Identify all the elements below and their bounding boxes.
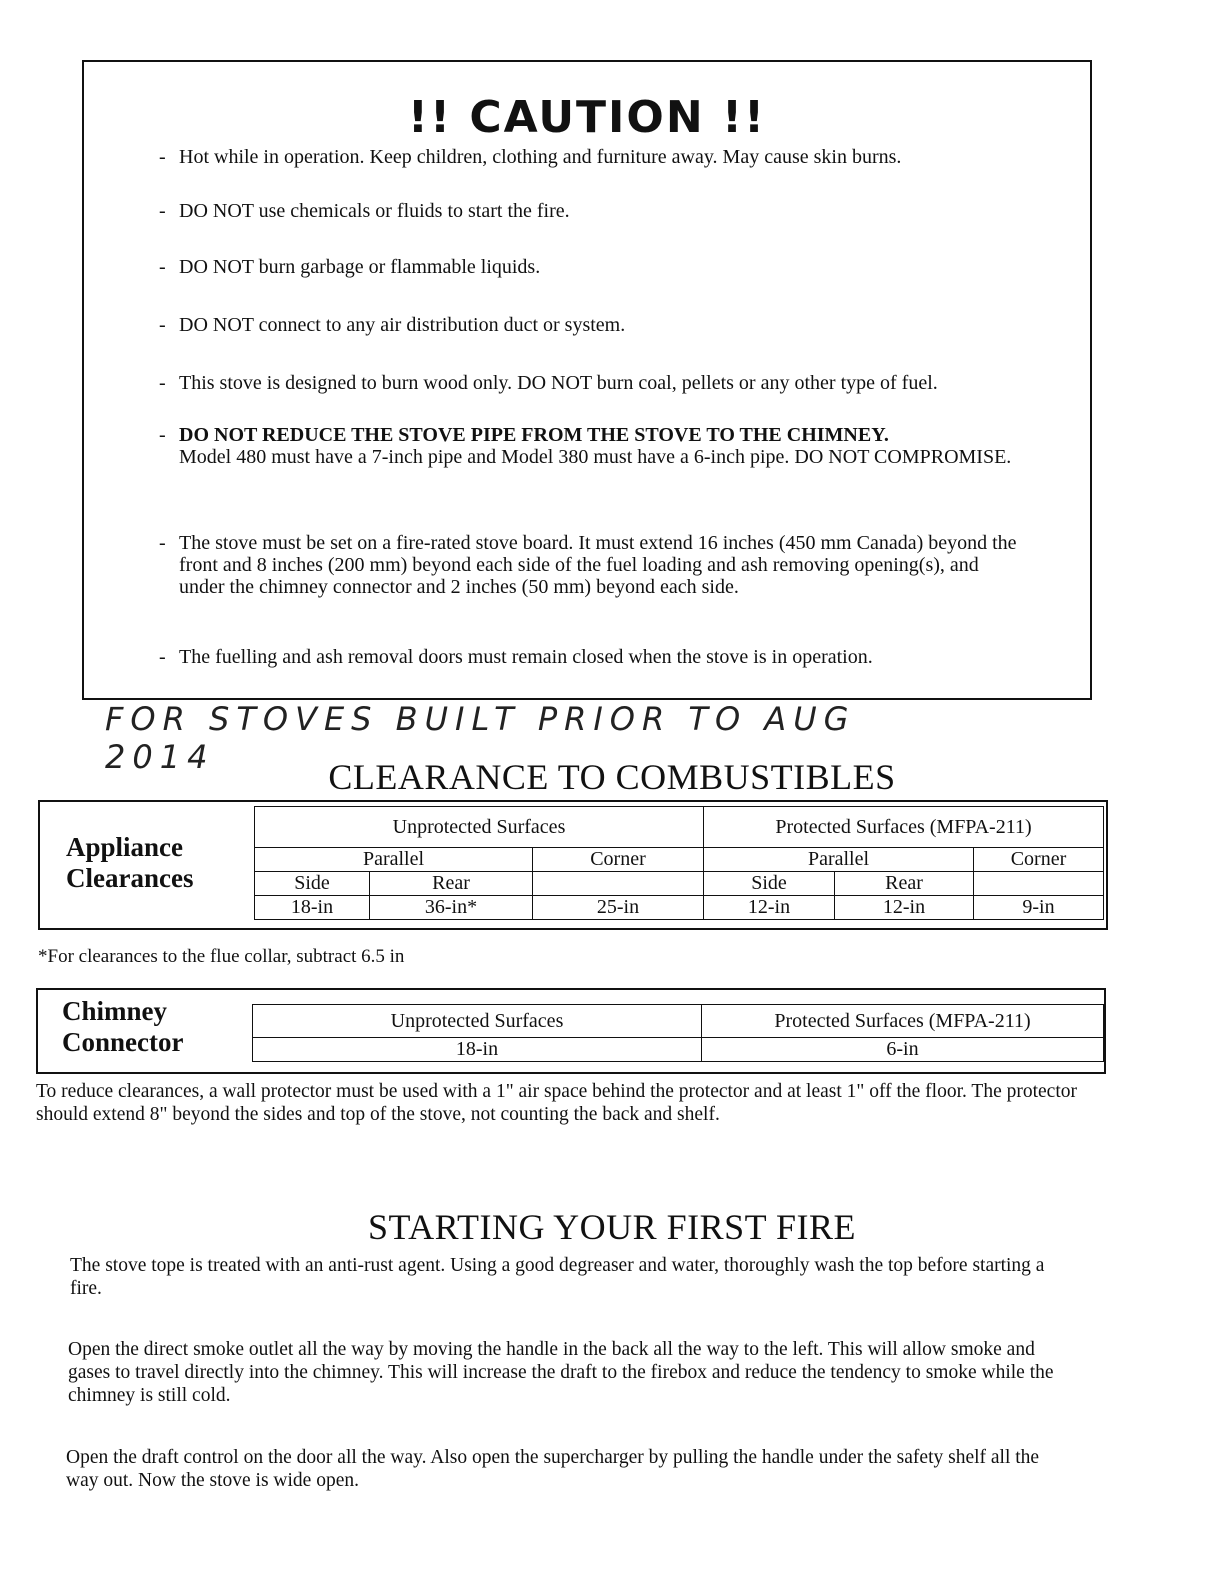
- caution-box: [82, 60, 1092, 700]
- caution-item-text: Hot while in operation. Keep children, clothing and furniture away. May cause skin burns.: [179, 146, 902, 168]
- chimney-grid: [252, 1004, 1104, 1062]
- chimney-connector-table: [36, 988, 1106, 1074]
- caution-item: - Hot while in operation. Keep children, clothing and furniture away. May cause skin burns.: [159, 146, 902, 168]
- unprot-side-header: Side: [255, 872, 370, 896]
- protected-header: Protected Surfaces (MFPA-211): [704, 807, 1104, 848]
- appliance-clearances-table: [38, 800, 1108, 930]
- unprot-parallel-header: Parallel: [255, 848, 533, 872]
- caution-item-pipe: - DO NOT REDUCE THE STOVE PIPE FROM THE STOVE TO THE CHIMNEY. Model 480 must have a 7-inch pipe and Model 380 must have a 6-inch pipe. DO NOT COMPROMISE.: [179, 424, 1020, 468]
- board-text: The stove must be set on a fire-rated stove board. It must extend 16 inches (450 mm Canada) beyond the front and 8 inches (200 mm) beyond each side of the fuel loading and ash removing opening(s), and under the chimney connector and 2 inches (50 mm) beyond each side.: [179, 532, 1017, 598]
- chimney-prot-value: 6-in: [702, 1038, 1104, 1062]
- unprot-corner-blank: [533, 872, 704, 896]
- caution-item: - This stove is designed to burn wood only. DO NOT burn coal, pellets or any other type of fuel.: [159, 372, 938, 394]
- unprot-side-value: 18-in: [255, 896, 370, 920]
- caution-title: !! CAUTION !!: [407, 92, 767, 143]
- handwritten-note: FOR STOVES BUILT PRIOR TO AUG 2014: [105, 700, 856, 776]
- chimney-unprotected-header: Unprotected Surfaces: [253, 1005, 702, 1038]
- first-fire-paragraph: Open the draft control on the door all the way. Also open the supercharger by pulling the handle under the safety shelf all the way out. Now the stove is wide open.: [66, 1447, 1040, 1491]
- appliance-label: Appliance Clearances: [66, 832, 194, 893]
- prot-side-header: Side: [704, 872, 835, 896]
- flue-collar-footnote: *For clearances to the flue collar, subtract 6.5 in: [38, 946, 405, 967]
- prot-side-value: 12-in: [704, 896, 835, 920]
- caution-item-text: DO NOT connect to any air distribution duct or system.: [179, 314, 626, 336]
- reduce-clearances-text: To reduce clearances, a wall protector must be used with a 1" air space behind the protector and at least 1" off the floor. The protector should extend 8" beyond the sides and top of the stove, not counting the back and shelf.: [36, 1081, 1077, 1125]
- doors-text: The fuelling and ash removal doors must remain closed when the stove is in operation.: [179, 646, 873, 668]
- prot-corner-value: 9-in: [974, 896, 1104, 920]
- pipe-text: Model 480 must have a 7-inch pipe and Model 380 must have a 6-inch pipe. DO NOT COMPROMISE.: [179, 446, 1012, 468]
- caution-item: - DO NOT use chemicals or fluids to start the fire.: [159, 200, 570, 222]
- first-fire-paragraph: The stove tope is treated with an anti-rust agent. Using a good degreaser and water, thoroughly wash the top before starting a fire.: [70, 1255, 1045, 1299]
- chimney-protected-header: Protected Surfaces (MFPA-211): [702, 1005, 1104, 1038]
- appliance-grid: [254, 806, 1104, 920]
- unprot-corner-header: Corner: [533, 848, 704, 872]
- clearance-title: CLEARANCE TO COMBUSTIBLES: [328, 757, 896, 797]
- first-fire-title: STARTING YOUR FIRST FIRE: [367, 1207, 856, 1247]
- first-fire-paragraph: Open the direct smoke outlet all the way by moving the handle in the back all the way to the left. This will allow smoke and gases to travel directly into the chimney. This will increase the draft to the firebox and reduce the tendency to smoke while the chimney is still cold.: [68, 1339, 1054, 1406]
- caution-item-board: - The stove must be set on a fire-rated stove board. It must extend 16 inches (450 mm Canada) beyond the front and 8 inches (200 mm) beyond each side of the fuel loading and ash removing opening(s), and under the chimney connector and 2 inches (50 mm) beyond each side.: [159, 532, 1017, 598]
- caution-item-doors: - The fuelling and ash removal doors must remain closed when the stove is in operation.: [159, 646, 873, 668]
- caution-item-text: DO NOT burn garbage or flammable liquids.: [179, 256, 541, 278]
- prot-corner-blank: [974, 872, 1104, 896]
- caution-item-text: DO NOT use chemicals or fluids to start the fire.: [179, 200, 570, 222]
- unprotected-header: Unprotected Surfaces: [255, 807, 704, 848]
- unprot-corner-value: 25-in: [533, 896, 704, 920]
- caution-item-text: This stove is designed to burn wood only. DO NOT burn coal, pellets or any other type of fuel.: [179, 372, 938, 394]
- chimney-label: Chimney Connector: [62, 996, 184, 1057]
- unprot-rear-value: 36-in*: [370, 896, 533, 920]
- pipe-heading: DO NOT REDUCE THE STOVE PIPE FROM THE STOVE TO THE CHIMNEY.: [179, 424, 889, 446]
- prot-parallel-header: Parallel: [704, 848, 974, 872]
- caution-item: - DO NOT connect to any air distribution duct or system.: [159, 314, 626, 336]
- chimney-unprot-value: 18-in: [253, 1038, 702, 1062]
- caution-item: - DO NOT burn garbage or flammable liquids.: [159, 256, 541, 278]
- prot-corner-header: Corner: [974, 848, 1104, 872]
- unprot-rear-header: Rear: [370, 872, 533, 896]
- prot-rear-header: Rear: [835, 872, 974, 896]
- prot-rear-value: 12-in: [835, 896, 974, 920]
